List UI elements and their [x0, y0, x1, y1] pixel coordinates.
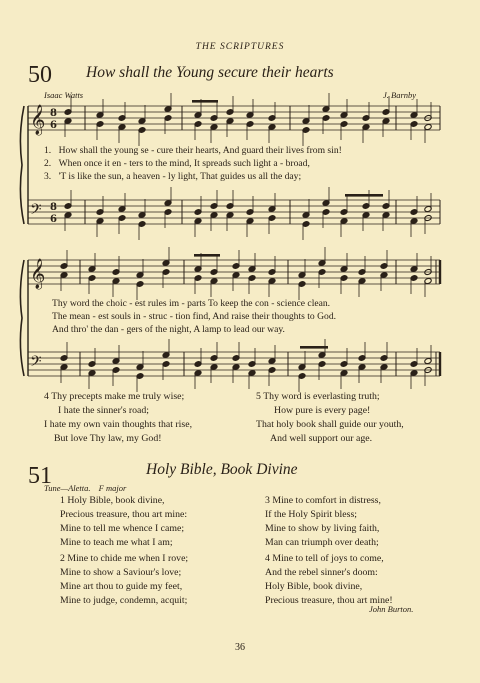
stanza-line: Holy Bible, book divine, — [67, 495, 165, 506]
stanza-line: Mine to tell me whence I came; — [60, 523, 185, 534]
svg-text:6: 6 — [50, 214, 57, 225]
lyric-line-6: And thro' the dan - gers of the night, A lamp to lead our way. — [52, 324, 285, 335]
stanza-line: Precious treasure, thou art mine! — [265, 595, 393, 606]
stanza-line: Thy precepts make me truly wise; — [51, 391, 185, 402]
verse-number: 3. — [44, 171, 52, 182]
stanza-line: That holy book shall guide our youth, — [256, 419, 404, 430]
svg-text:6: 6 — [50, 120, 57, 131]
stanza-line: And well support our age. — [270, 433, 373, 444]
stanza-line: Mine to judge, condemn, acquit; — [60, 595, 188, 606]
stanza-line: I hate my own vain thoughts that rise, — [44, 419, 193, 430]
lyric-text: When once it en - ters to the mind, It spreads such light a - broad, — [58, 158, 310, 169]
lyric-text: How shall the young se - cure their hearts, And guard their lives from sin! — [58, 145, 342, 156]
stanza-line: Man can triumph over death; — [265, 537, 379, 548]
tune-name: Tune—Aletta. — [44, 483, 91, 493]
stanza-line: Mine to teach me what I am; — [60, 537, 173, 548]
stanza-number: 1 — [60, 495, 65, 506]
stanza-line: Mine to chide me when I rove; — [67, 553, 189, 564]
stanza-line: Mine to show by living faith, — [265, 523, 380, 534]
stanza-number: 5 — [256, 391, 261, 402]
staff-treble-1 — [28, 106, 440, 130]
hymn-51-stanza-2 — [60, 552, 188, 608]
verse-number: 2. — [44, 158, 52, 169]
stanza-line: Thy word is everlasting truth; — [263, 391, 380, 402]
lyric-line-1 — [44, 145, 342, 156]
stanza-line: Mine to tell of joys to come, — [272, 553, 384, 564]
lyric-line-3 — [44, 171, 301, 182]
svg-text:8: 8 — [50, 108, 57, 119]
hymn-51-stanza-1 — [60, 494, 187, 550]
lyric-text: 'T is like the sun, a heaven - ly light, That guides us all the day; — [58, 171, 302, 182]
stanza-line: Precious treasure, thou art mine: — [60, 509, 188, 520]
tune-key: F major — [98, 483, 127, 493]
hymn-50-title: How shall the Young secure their hearts — [86, 64, 334, 81]
hymn-50-stanza-5 — [256, 390, 404, 446]
stanza-line: If the Holy Spirit bless; — [265, 509, 357, 520]
stanza-number: 3 — [265, 495, 270, 506]
staff-bass-1 — [28, 200, 440, 224]
treble-clef-icon: 𝄞 — [30, 259, 46, 289]
stanza-number: 4 — [44, 391, 49, 402]
hymn-50-music-credit: J. Barnby — [383, 90, 417, 100]
hymn-51-stanza-3 — [265, 494, 381, 550]
stanza-line: But love Thy law, my God! — [54, 433, 162, 444]
stanza-line: And the rebel sinner's doom: — [265, 567, 378, 578]
running-head: THE SCRIPTURES — [195, 42, 285, 52]
lyric-line-2 — [44, 158, 310, 169]
hymn-51-tune — [44, 483, 126, 493]
stanza-line: I hate the sinner's road; — [58, 405, 149, 416]
svg-text:8: 8 — [50, 202, 57, 213]
treble-clef-icon: 𝄞 — [30, 105, 46, 135]
bass-clef-icon: 𝄢 — [30, 353, 42, 374]
stanza-number: 2 — [60, 553, 65, 564]
hymn-50-stanza-4 — [44, 390, 192, 446]
stanza-line: Mine to comfort in distress, — [272, 495, 381, 506]
page-number: 36 — [235, 642, 245, 653]
hymn-51-stanza-4 — [265, 552, 393, 608]
hymn-51-number: 51 — [28, 463, 52, 489]
bass-clef-icon: 𝄢 — [30, 201, 42, 222]
stanza-line: Holy Bible, book divine, — [265, 581, 363, 592]
hymn-50-words-credit: Isaac Watts — [44, 90, 84, 100]
stanza-number: 4 — [265, 553, 270, 564]
stanza-line: Mine art thou to guide my feet, — [60, 581, 183, 592]
hymn-51-title: Holy Bible, Book Divine — [146, 461, 298, 478]
stanza-line: How pure is every page! — [274, 405, 371, 416]
hymn-51-author: John Burton. — [369, 604, 414, 614]
stanza-line: Mine to show a Saviour's love; — [60, 567, 182, 578]
hymn-50-number: 50 — [28, 62, 52, 88]
lyric-line-4: Thy word the choic - est rules im - parts To keep the con - science clean. — [52, 298, 331, 309]
verse-number: 1. — [44, 145, 52, 156]
lyric-line-5: The mean - est souls in - struc - tion find, And raise their thoughts to God. — [52, 311, 337, 322]
